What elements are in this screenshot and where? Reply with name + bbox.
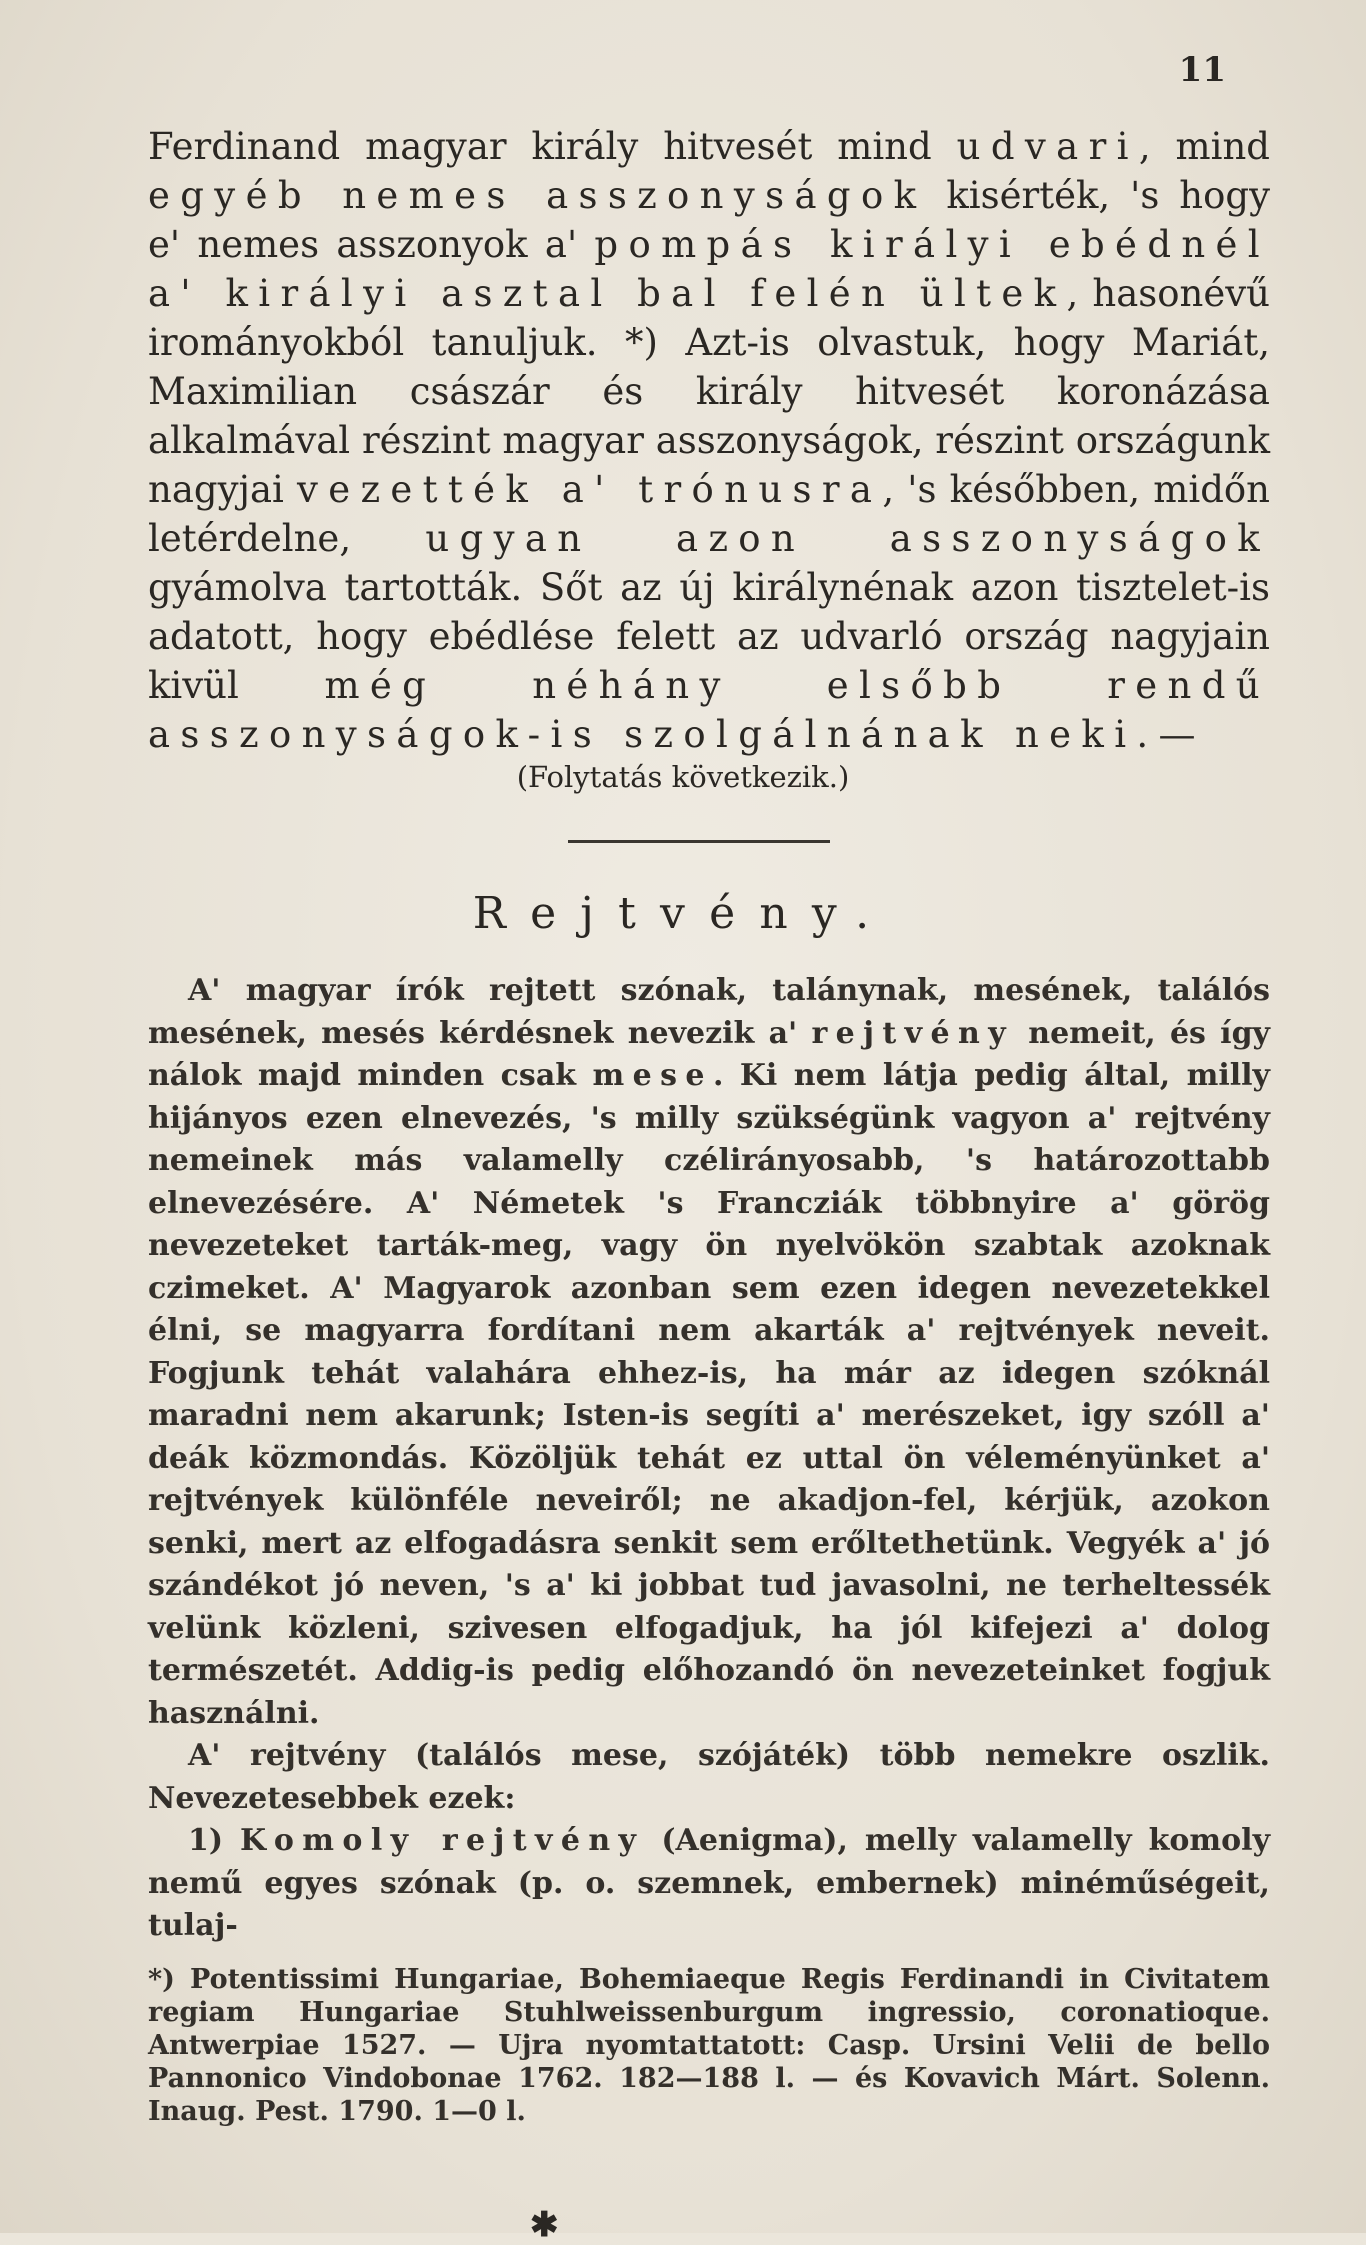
spaced-emphasis: udvari	[956, 125, 1139, 168]
continuation-note: (Folytatás következik.)	[516, 760, 850, 794]
spaced-emphasis: egyéb nemes asszonyságok	[148, 174, 927, 217]
spaced-emphasis: ugyan azon asszonyságok	[425, 517, 1270, 560]
printer-mark: ✱	[530, 2205, 559, 2245]
page-number: 11	[1178, 50, 1226, 90]
spaced-emphasis: mese	[592, 1058, 713, 1093]
footnote-text: *) Potentissimi Hungariae, Bohemiaeque Regis Ferdinandi in Civitatem regiam Hungariae Stuhlweissenburgum ingressio, coronatioque. Antwerpiae 1527. — Ujra nyomtattatott: Casp. Ursini Velii de bello Pannonico Vindobonae 1762. 182—188 l. — és Kovavich Márt. Solenn. Inaug. Pest. 1790. 1—0 l.	[148, 1964, 1270, 2127]
section-title: Rejtvény.	[472, 888, 894, 939]
spaced-emphasis: rejtvény	[811, 1015, 1015, 1051]
footnote	[148, 1963, 1270, 2128]
body-paragraph-2: A' rejtvény (találós mese, szójáték) több nemekre oszlik. Nevezetesebbek ezek:	[148, 1738, 1270, 1816]
spaced-emphasis: pompás királyi ebédnél a' királyi asztal bal felén ültek	[148, 223, 1271, 315]
section-divider	[568, 840, 830, 843]
spaced-emphasis: vezették a' trónusra	[297, 468, 883, 511]
body-paragraph-3: 1) Komoly rejtvény (Aenigma), melly valamelly komoly nemű egyes szónak (p. o. szemnek, embernek) minéműségeit, tulaj-	[148, 1823, 1270, 1943]
body-paragraph-1: A' magyar írók rejtett szónak, talánynak, mesének, találós mesének, mesés kérdésnek nevezik a' rejtvény nemeit, és így nálok majd minden csak mese. Ki nem látja pedig által, milly hijányos ezen elnevezés, 's milly szükségünk vagyon a' rejtvény nemeinek más valamelly czélirányosabb, 's határozottabb elnevezésére. A' Németek 's Francziák többnyire a' görög nevezeteket tarták-meg, vagy ön nyelvökön szabtak azoknak czimeket. A' Magyarok azonban sem ezen idegen nevezetekkel élni, se magyarra fordítani nem akarták a' rejtvények neveit. Fogjunk tehát valahára ehhez-is, ha már az idegen szóknál maradni nem akarunk; Isten-is segíti a' merészeket, igy szóll a' deák közmondás. Közöljük tehát ez uttal ön véleményünket a' rejtvények különféle neveiről; ne akadjon-fel, kérjük, azokon senki, mert az elfogadásra senkit sem erőltethetünk. Vegyék a' jó szándékot jó neven, 's a' ki jobbat tud javasolni, ne terheltessék velünk közleni, szivesen elfogadjuk, ha jól kifejezi a' dolog természetét. Addig-is pedig előhozandó ön nevezeteinket fogjuk használni.	[148, 973, 1270, 1731]
article-body	[148, 970, 1270, 1948]
spaced-emphasis: még néhány elsőbb rendű asszonyságok-is szolgálnának neki.	[148, 664, 1270, 756]
main-paragraph	[148, 122, 1270, 759]
spaced-emphasis: Komoly rejtvény	[240, 1823, 645, 1858]
main-paragraph-text: Ferdinand magyar király hitvesét mind udvari, mind egyéb nemes asszonyságok kisérték, 's hogy e' nemes asszonyok a' pompás királyi ebédnél a' királyi asztal bal felén ültek, hasonévű irományokból tanuljuk. *) Azt-is olvastuk, hogy Mariát, Maximilian császár és király hitvesét koronázása alkalmával részint magyar asszonyságok, részint országunk nagyjai vezették a' trónusra, 's későbben, midőn letérdelne, ugyan azon asszonyságok gyámolva tartották. Sőt az új királynénak azon tisztelet-is adatott, hogy ebédlése felett az udvarló ország nagyjain kivül még néhány elsőbb rendű asszonyságok-is szolgálnának neki.—	[148, 125, 1271, 756]
